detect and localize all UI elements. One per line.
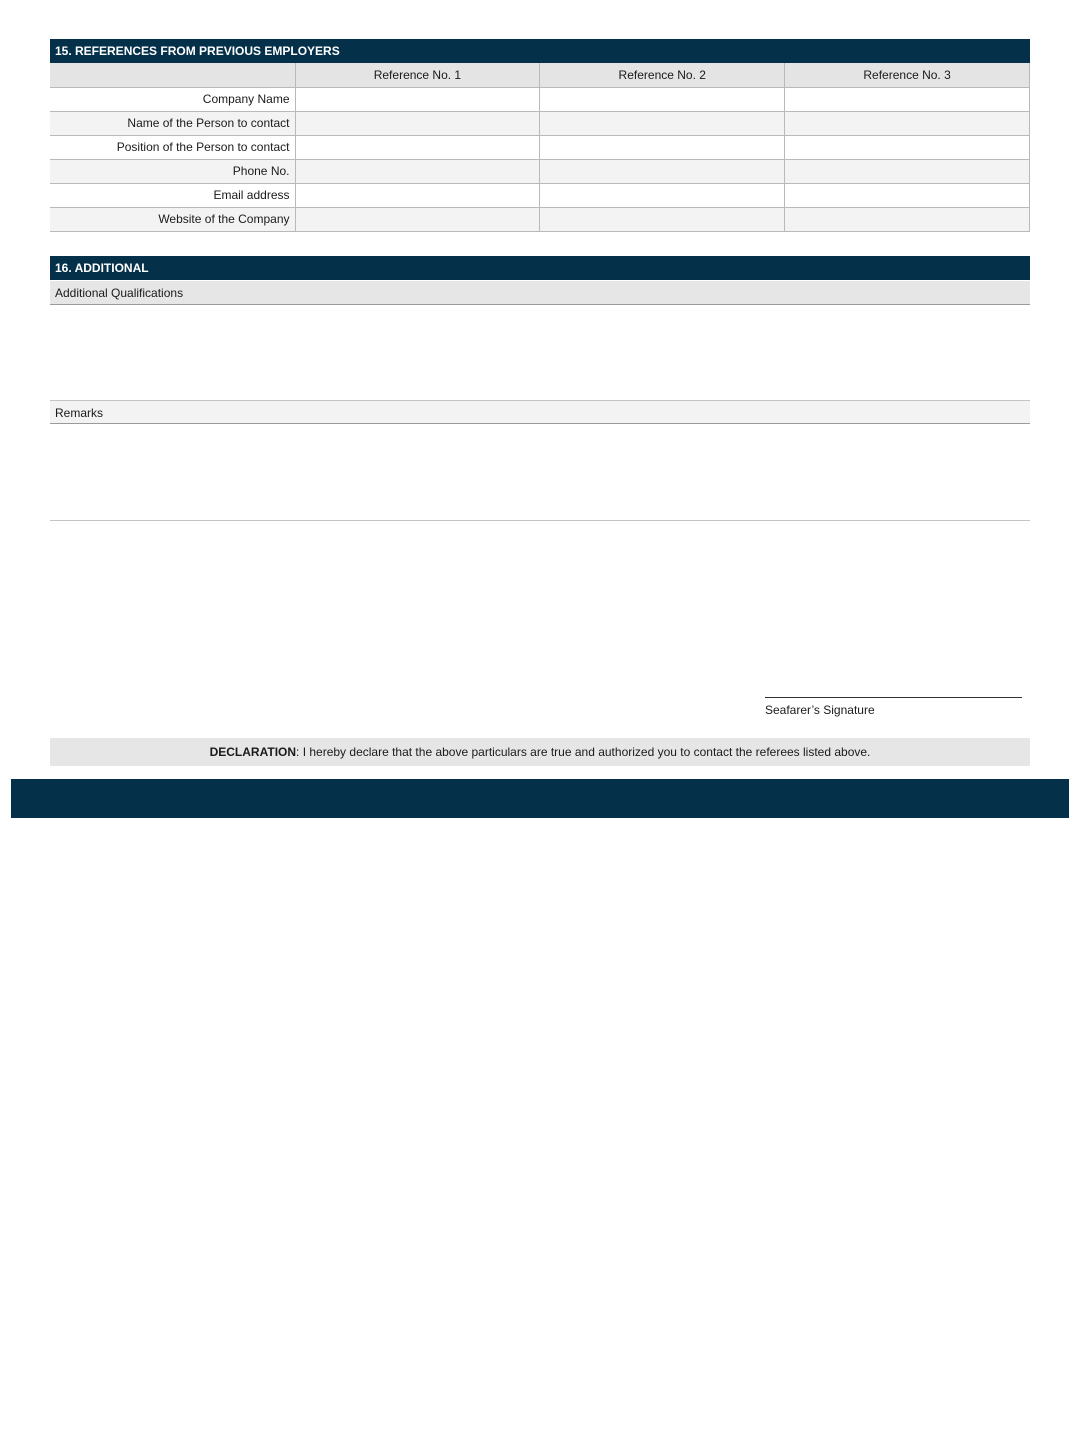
row-label-website: Website of the Company — [50, 207, 295, 231]
company-name-ref2-field[interactable] — [540, 87, 785, 111]
website-ref2-field[interactable] — [540, 207, 785, 231]
contact-name-ref3-field[interactable] — [785, 111, 1030, 135]
table-row — [50, 183, 1030, 207]
remarks-field[interactable] — [50, 425, 1030, 521]
reference-1-column-header: Reference No. 1 — [295, 63, 540, 87]
reference-2-column-header: Reference No. 2 — [540, 63, 785, 87]
references-corner-cell — [50, 63, 295, 87]
additional-qualifications-label: Additional Qualifications — [50, 281, 1030, 305]
table-row — [50, 159, 1030, 183]
footer-bar — [11, 779, 1069, 818]
additional-qualifications-field[interactable] — [50, 305, 1030, 399]
row-label-email: Email address — [50, 183, 295, 207]
signature-line[interactable] — [765, 697, 1022, 698]
declaration-banner — [50, 738, 1030, 766]
phone-ref3-field[interactable] — [785, 159, 1030, 183]
declaration-text: : I hereby declare that the above particulars are true and authorized you to contact the referees listed above. — [296, 745, 871, 759]
contact-position-ref3-field[interactable] — [785, 135, 1030, 159]
email-ref1-field[interactable] — [295, 183, 540, 207]
remarks-label: Remarks — [50, 400, 1030, 424]
references-header-row — [50, 63, 1030, 87]
table-row — [50, 135, 1030, 159]
row-label-phone: Phone No. — [50, 159, 295, 183]
contact-position-ref2-field[interactable] — [540, 135, 785, 159]
website-ref3-field[interactable] — [785, 207, 1030, 231]
reference-3-column-header: Reference No. 3 — [785, 63, 1030, 87]
table-row — [50, 207, 1030, 231]
contact-name-ref1-field[interactable] — [295, 111, 540, 135]
references-table — [50, 63, 1030, 232]
phone-ref1-field[interactable] — [295, 159, 540, 183]
email-ref3-field[interactable] — [785, 183, 1030, 207]
row-label-company-name: Company Name — [50, 87, 295, 111]
company-name-ref1-field[interactable] — [295, 87, 540, 111]
website-ref1-field[interactable] — [295, 207, 540, 231]
company-name-ref3-field[interactable] — [785, 87, 1030, 111]
phone-ref2-field[interactable] — [540, 159, 785, 183]
row-label-contact-position: Position of the Person to contact — [50, 135, 295, 159]
signature-label: Seafarer’s Signature — [765, 703, 875, 717]
table-row — [50, 111, 1030, 135]
section-16-header: 16. ADDITIONAL — [50, 256, 1030, 280]
declaration-title: DECLARATION — [209, 745, 297, 759]
table-row — [50, 87, 1030, 111]
contact-position-ref1-field[interactable] — [295, 135, 540, 159]
email-ref2-field[interactable] — [540, 183, 785, 207]
section-15-header: 15. REFERENCES FROM PREVIOUS EMPLOYERS — [50, 39, 1030, 63]
contact-name-ref2-field[interactable] — [540, 111, 785, 135]
row-label-contact-name: Name of the Person to contact — [50, 111, 295, 135]
